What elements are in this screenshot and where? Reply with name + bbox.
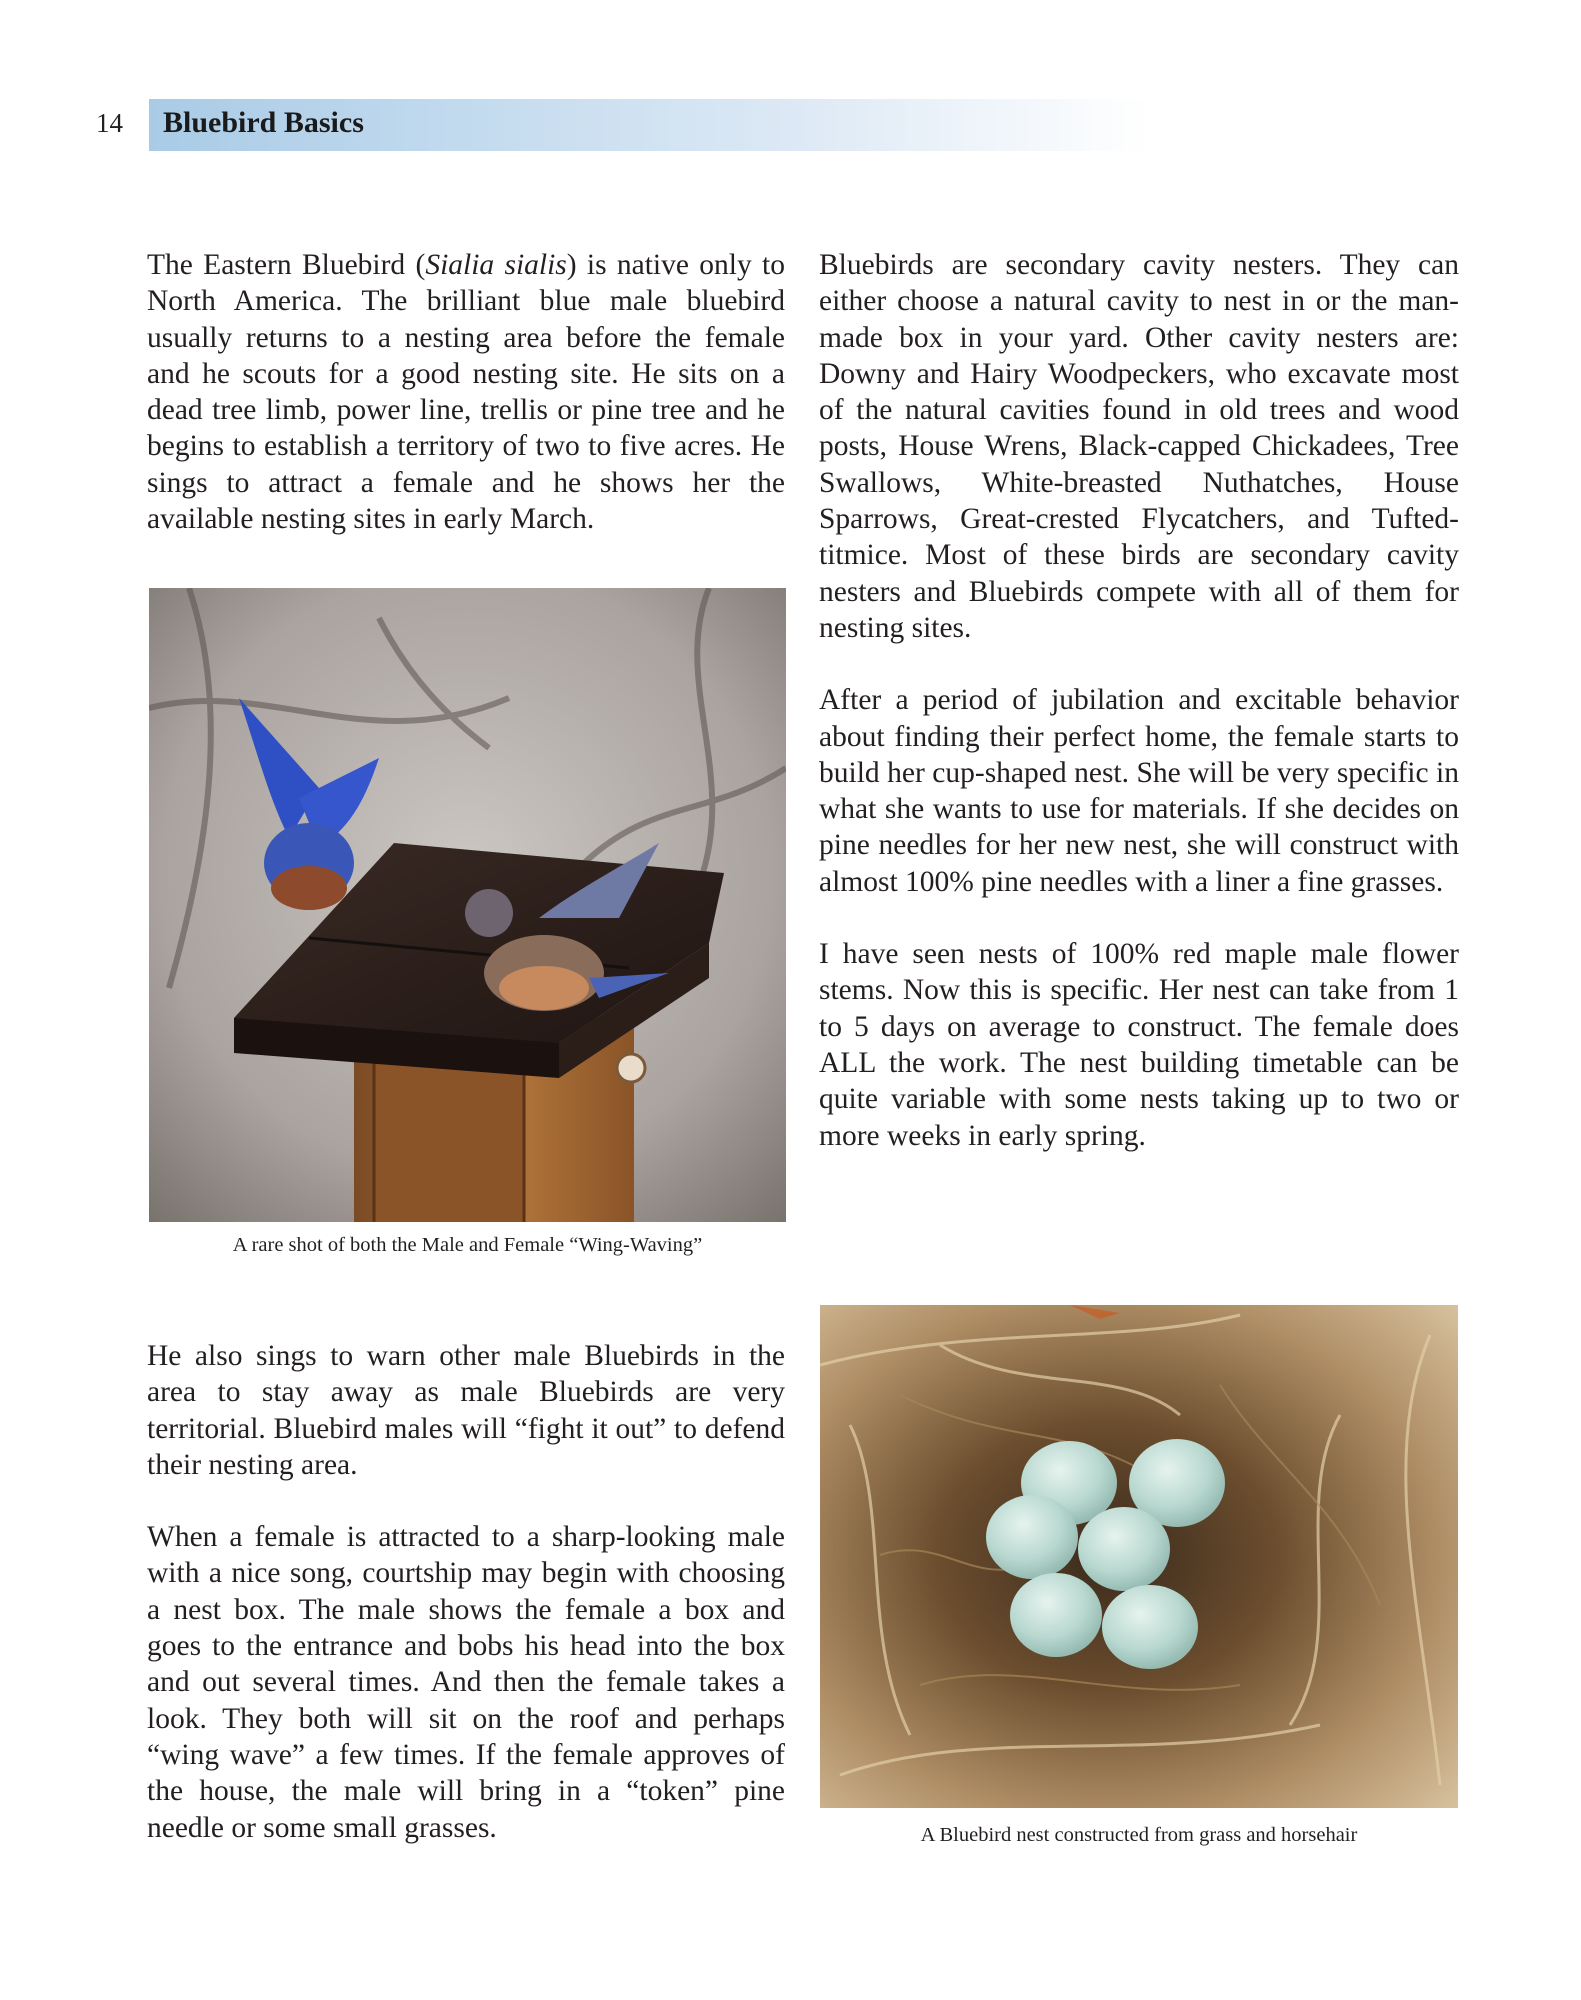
territory-paragraph: He also sings to warn other male Bluebirds in the area to stay away as male Bluebirds are very territorial. Bluebird males will “fight it out” to defend their nesting area. [147,1340,785,1481]
right-column [819,247,1459,1190]
bluebird-nest-image [820,1305,1458,1808]
left-column-bottom [147,1338,785,1882]
bluebirds-photo [149,588,786,1222]
intro-text-start: The Eastern Bluebird ( [147,249,426,281]
page-number: 14 [96,108,123,138]
nest-photo-caption: A Bluebird nest constructed from grass and horsehair [920,1824,1358,1846]
intro-text-end: ) is native only to North America. The brilliant blue male bluebird usually returns to a nesting area before the female and he scouts for a good nesting site. He sits on a dead tree limb, power line, trellis or pine tree and he begins to establish a territory of two to five acres. He sings to attract a female and he shows her the available nesting sites in early March. [147,249,785,536]
courtship-paragraph: When a female is attracted to a sharp-looking male with a nice song, courtship may begin with choosing a nest box. The male shows the female a box and goes to the entrance and bobs his head into the box and out several times. And then the female takes a look. They both will sit on the roof and perhaps “wing wave” a few times. If the female approves of the house, the male will bring in a “token” pine needle or some small grasses. [147,1521,785,1844]
page-title: Bluebird Basics [163,106,364,139]
nest-photo [820,1305,1458,1808]
species-name: Sialia sialis [425,249,567,281]
left-column-top [147,247,785,573]
bluebirds-wing-waving-image [149,588,786,1222]
nest-timetable-paragraph: I have seen nests of 100% red maple male flower stems. Now this is specific. Her nest can take from 1 to 5 days on average to construct. The female does ALL the work. The nest building timetable can be quite variable with some nests taking up to two or more weeks in early spring. [819,938,1459,1152]
cavity-nesters-paragraph: Bluebirds are secondary cavity nesters. They can either choose a natural cavity to nest in or the man-made box in your yard. Other cavity nesters are: Downy and Hairy Woodpeckers, who excavate most of the natural cavities found in old trees and wood posts, House Wrens, Black-capped Chickadees, Tree Swallows, White-breasted Nuthatches, House Sparrows, Great-crested Flycatchers, and Tufted-titmice. Most of these birds are secondary cavity nesters and Bluebirds compete with all of them for nesting sites. [819,249,1459,644]
intro-paragraph [147,247,785,537]
birds-photo-caption: A rare shot of both the Male and Female “Wing-Waving” [232,1234,703,1256]
nest-building-paragraph: After a period of jubilation and excitable behavior about finding their perfect home, the female starts to build her cup-shaped nest. She will be very specific in what she wants to use for materials. If she decides on pine needles for her new nest, she will construct with almost 100% pine needles with a liner a fine grasses. [819,684,1459,898]
